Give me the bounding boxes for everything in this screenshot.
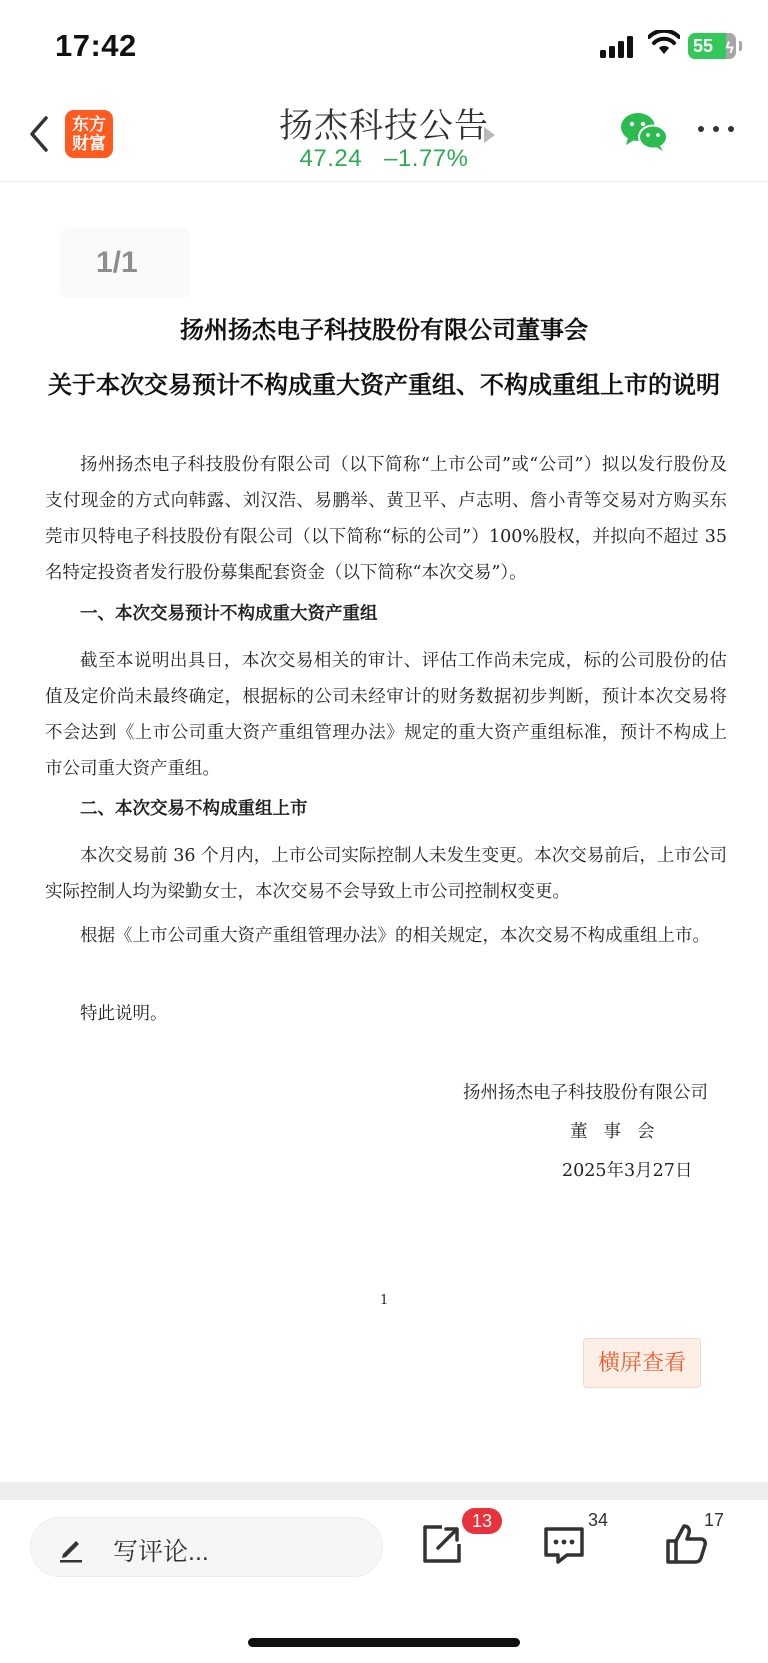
comment-count: 34 [588, 1510, 609, 1530]
logo-line-2: 财富 [72, 134, 106, 153]
stock-change: –1.77% [384, 145, 469, 172]
play-triangle-icon [484, 127, 495, 143]
page-indicator: 1/1 [60, 228, 190, 298]
cellular-signal-icon [600, 36, 638, 58]
comment-placeholder: 写评论... [113, 1538, 209, 1566]
share-count-badge: 13 [462, 1508, 502, 1534]
stock-price: 47.24 [299, 145, 363, 172]
signature-date: 2025年3月27日 [562, 1161, 693, 1181]
divider [0, 1482, 768, 1500]
like-count: 17 [704, 1510, 725, 1530]
paragraph-section-2: 本次交易前 36 个月内，上市公司实际控制人未发生变更。本次交易前后，上市公司实际控制人均为梁勤女士，本次交易不会导致上市公司控制权变更。 [45, 846, 727, 902]
share-icon [418, 1520, 466, 1568]
section-heading-1: 一、本次交易预计不构成重大资产重组 [80, 604, 378, 624]
comment-bubble-icon [540, 1520, 588, 1568]
wifi-icon [648, 30, 680, 56]
page-number: 1 [380, 1293, 389, 1308]
signature-board: 董事会 [570, 1122, 671, 1142]
paragraph-regulation: 根据《上市公司重大资产重组管理办法》的相关规定，本次交易不构成重组上市。 [80, 926, 710, 946]
more-options-icon[interactable] [696, 120, 736, 136]
section-heading-2: 二、本次交易不构成重组上市 [80, 799, 308, 819]
charging-bolt-icon: ϟ [725, 40, 734, 57]
paragraph-section-1: 截至本说明出具日，本次交易相关的审计、评估工作尚未完成，标的公司股份的估值及定价尚未最终确定，根据标的公司未经审计的财务数据初步判断，预计本次交易将不会达到《上市公司重大资产重组管理办法》规定的重大资产重组标准，预计不构成上市公司重大资产重组。 [45, 651, 727, 779]
comments-button[interactable] [540, 1520, 588, 1568]
document-title-line-2: 关于本次交易预计不构成重大资产重组、不构成重组上市的说明 [48, 370, 720, 399]
status-time: 17:42 [55, 28, 137, 63]
bottom-action-bar [0, 1500, 768, 1663]
signature-company: 扬州扬杰电子科技股份有限公司 [463, 1083, 708, 1103]
status-bar [0, 0, 768, 90]
battery-icon [688, 33, 736, 59]
paragraph-intro: 扬州扬杰电子科技股份有限公司（以下简称“上市公司”或“公司”）拟以发行股份及支付现金的方式向韩露、刘汉浩、易鹏举、黄卫平、卢志明、詹小青等交易对方购买东莞市贝特电子科技股份有限公司（以下简称“标的公司”）100%股权，并拟向不超过 35 名特定投资者发行股份募集配套资金（以下简称“本次交易”）。 [45, 455, 727, 583]
landscape-view-button[interactable]: 横屏查看 [583, 1338, 701, 1388]
wechat-share-icon[interactable] [620, 112, 668, 152]
battery-level: 55 [693, 36, 714, 56]
document-title-line-1: 扬州扬杰电子科技股份有限公司董事会 [180, 315, 588, 344]
logo-line-1: 东方 [72, 115, 106, 134]
pen-icon [57, 1533, 85, 1563]
comment-input[interactable] [30, 1517, 383, 1577]
nav-bar [0, 90, 768, 182]
announcement-document[interactable] [0, 183, 768, 1483]
page-title: 扬杰科技公告 [279, 107, 489, 145]
paragraph-closing: 特此说明。 [80, 1004, 168, 1024]
share-button[interactable] [418, 1520, 466, 1568]
home-indicator[interactable] [248, 1638, 520, 1647]
